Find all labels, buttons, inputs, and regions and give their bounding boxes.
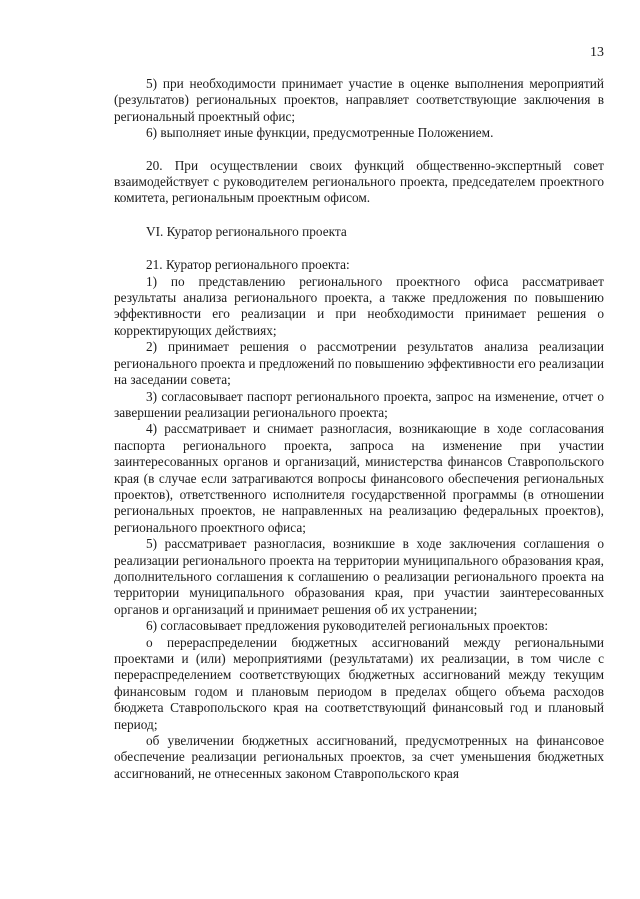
paragraph: об увеличении бюджетных ассигнований, предусмотренных на финансовое обеспечение реализации региональных проектов, за счет уменьшения бюджетных ассигнований, не отнесенных законом Ставропольского края bbox=[114, 733, 604, 781]
paragraph: 2) принимает решения о рассмотрении результатов анализа реализации регионального проекта и предложений по повышению эффективности его реализации на заседании совета; bbox=[114, 339, 604, 388]
paragraph: 3) согласовывает паспорт регионального проекта, запрос на изменение, отчет о завершении реализации регионального проекта; bbox=[114, 388, 604, 420]
paragraph: 1) по представлению регионального проектного офиса рассматривает результаты анализа регионального проекта, а также предложения по повышению эффективности его реализации и при необходимости принимает решения о корректирующих действиях; bbox=[114, 273, 604, 338]
paragraph-gap bbox=[114, 142, 604, 158]
section-heading: VI. Куратор регионального проекта bbox=[146, 223, 347, 239]
paragraph: 4) рассматривает и снимает разногласия, возникающие в ходе согласования паспорта регионального проекта, запроса на изменение при участии заинтересованных органов и организаций, министерства финансов Ставропольского края (в случае если затрагиваются вопросы финансового обеспечения региональных проектов), ответственного исполнителя государственной программы (в отношении региональных проектов, не направленных на реализацию федеральных проектов), регионального проектного офиса; bbox=[114, 421, 604, 535]
paragraph: 5) при необходимости принимает участие в оценке выполнения мероприятий (результатов) региональных проектов, направляет соответствующие заключения в региональный проектный офис; bbox=[114, 76, 604, 124]
page-number: 13 bbox=[590, 45, 604, 60]
document-body bbox=[114, 76, 604, 782]
paragraph: 5) рассматривает разногласия, возникшие в ходе заключения соглашения о реализации регионального проекта на территории муниципального образования края, дополнительного соглашения к соглашению о реализации регионального проекта на территории муниципального образования края, при участии заинтересованных органов и организаций и принимает решения об их устранении; bbox=[114, 536, 604, 617]
paragraph: о перераспределении бюджетных ассигнований между региональными проектами и (или) мероприятиями (результатами) их реализации, в том числе с перераспределением соответствующих бюджетных ассигнований между текущим финансовым годом и плановым периодом в пределах общего объема расходов бюджета Ставропольского края на соответствующий финансовый год и плановый период; bbox=[114, 634, 604, 732]
paragraph: 21. Куратор регионального проекта: bbox=[146, 257, 350, 273]
paragraph: 6) согласовывает предложения руководителей региональных проектов: bbox=[146, 618, 549, 634]
paragraph-20: 20. При осуществлении своих функций общественно-экспертный совет взаимодействует с руководителем регионального проекта, председателем проектного комитета, региональным проектным офисом. bbox=[114, 157, 604, 206]
paragraph: 6) выполняет иные функции, предусмотренные Положением. bbox=[146, 125, 494, 141]
